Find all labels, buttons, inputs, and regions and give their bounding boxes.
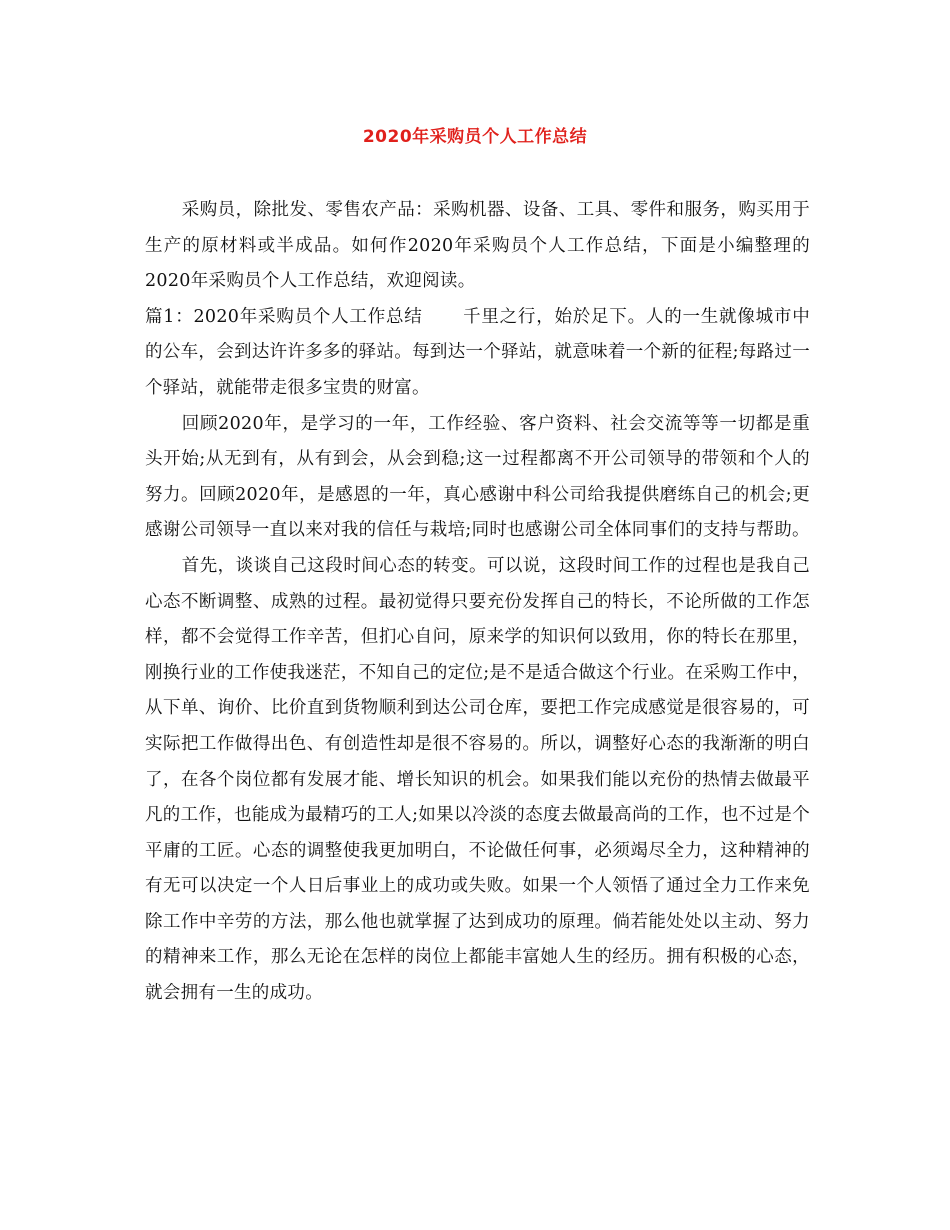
review-paragraph: 回顾2020年，是学习的一年，工作经验、客户资料、社会交流等等一切都是重头开始;从无到有，从有到会，从会到稳;这一过程都离不开公司领导的带领和个人的努力。回顾2020年，是感恩的一年，真心感谢中科公司给我提供磨练自己的机会;更感谢公司领导一直以来对我的信任与栽培;同时也感谢公司全体同事们的支持与帮助。	[145, 413, 810, 541]
document-body	[145, 193, 810, 1012]
chapter-1-paragraph	[145, 300, 810, 407]
document-title: 2020年采购员个人工作总结	[362, 127, 588, 147]
chapter-1-heading: 篇1：2020年采购员个人工作总结	[145, 306, 423, 327]
chapter-1-text: 千里之行，始於足下。人的一生就像城市中的公车，会到达许许多多的驿站。每到达一个驿站，就意味着一个新的征程;每路过一个驿站，就能带走很多宝贵的财富。	[145, 306, 810, 398]
intro-paragraph: 采购员，除批发、零售农产品：采购机器、设备、工具、零件和服务，购买用于生产的原材料或半成品。如何作2020年采购员个人工作总结，下面是小编整理的2020年采购员个人工作总结，欢迎阅读。	[145, 200, 810, 292]
mindset-paragraph: 首先，谈谈自己这段时间心态的转变。可以说，这段时间工作的过程也是我自己心态不断调整、成熟的过程。最初觉得只要充份发挥自己的特长，不论所做的工作怎样，都不会觉得工作辛苦，但扪心自问，原来学的知识何以致用，你的特长在那里，刚换行业的工作使我迷茫，不知自己的定位;是不是适合做这个行业。在采购工作中，从下单、询价、比价直到货物顺利到达公司仓库，要把工作完成感觉是很容易的，可实际把工作做得出色、有创造性却是很不容易的。所以，调整好心态的我渐渐的明白了，在各个岗位都有发展才能、增长知识的机会。如果我们能以充份的热情去做最平凡的工作，也能成为最精巧的工人;如果以冷淡的态度去做最高尚的工作，也不过是个平庸的工匠。心态的调整使我更加明白，不论做任何事，必须竭尽全力，这种精神的有无可以决定一个人日后事业上的成功或失败。如果一个人领悟了通过全力工作来免除工作中辛劳的方法，那么他也就掌握了达到成功的原理。倘若能处处以主动、努力的精神来工作，那么无论在怎样的岗位上都能丰富她人生的经历。拥有积极的心态，就会拥有一生的成功。	[145, 555, 810, 1004]
